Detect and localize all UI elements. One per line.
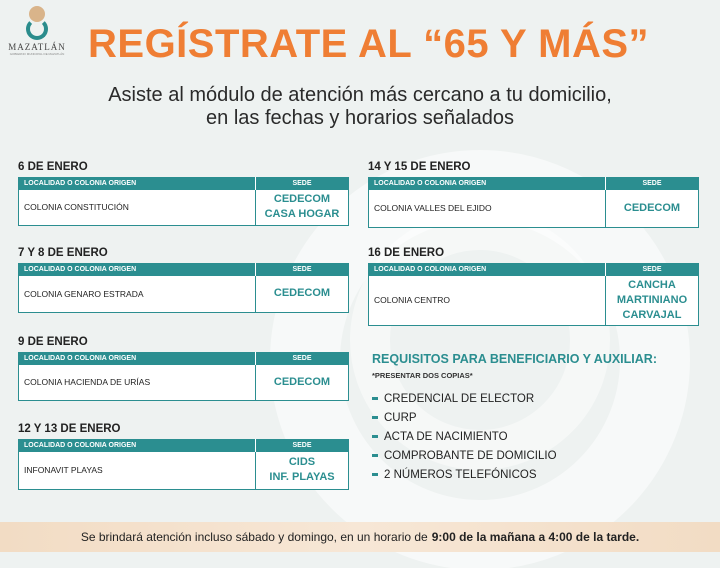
logo-tagline: GOBIERNO MUNICIPAL DE MAZATLÁN: [9, 52, 65, 56]
venue-header: SEDE: [606, 178, 699, 190]
schedule-table: [18, 439, 349, 490]
schedule-date: 12 Y 13 DE ENERO: [18, 423, 121, 435]
schedule-block: [368, 161, 699, 228]
requirement-item: CURP: [372, 408, 657, 427]
dash-icon: [372, 473, 378, 476]
requirements-list: [372, 389, 657, 484]
origin-cell: COLONIA CONSTITUCIÓN: [24, 202, 129, 213]
requirement-item: CREDENCIAL DE ELECTOR: [372, 389, 657, 408]
schedule-date: 6 DE ENERO: [18, 161, 88, 173]
dash-icon: [372, 435, 378, 438]
origin-cell: INFONAVIT PLAYAS: [24, 465, 103, 476]
mazatlan-logo: [6, 6, 68, 56]
requirements-note: *PRESENTAR DOS COPIAS*: [372, 371, 473, 380]
schedule-date: 14 Y 15 DE ENERO: [368, 161, 471, 173]
logo-name: MAZATLÁN: [8, 42, 66, 52]
venue-cell: CEDECOM: [256, 365, 349, 401]
origin-header: LOCALIDAD O COLONIA ORIGEN: [19, 264, 256, 276]
dash-icon: [372, 397, 378, 400]
origin-cell: COLONIA HACIENDA DE URÍAS: [24, 377, 151, 388]
subtitle-line-1: Asiste al módulo de atención más cercano a tu domicilio,: [108, 84, 612, 106]
venue-cell: CEDECOM CASA HOGAR: [256, 190, 349, 226]
venue-cell: CEDECOM: [606, 190, 699, 228]
schedule-table: [18, 263, 349, 313]
requirements-section: [372, 352, 657, 484]
requirements-title: REQUISITOS PARA BENEFICIARIO Y AUXILIAR:: [372, 352, 657, 366]
mazatlan-emblem-icon: [24, 6, 50, 40]
schedule-block: [18, 423, 349, 490]
venue-header: SEDE: [256, 353, 349, 365]
schedule-date: 9 DE ENERO: [18, 336, 88, 348]
origin-cell: COLONIA CENTRO: [374, 295, 451, 306]
venue-cell: CIDS INF. PLAYAS: [256, 452, 349, 490]
footer-banner: [0, 522, 720, 552]
footer-text: Se brindará atención incluso sábado y domingo, en un horario de: [80, 530, 428, 544]
schedule-table: [18, 352, 349, 401]
origin-header: LOCALIDAD O COLONIA ORIGEN: [369, 178, 606, 190]
origin-header: LOCALIDAD O COLONIA ORIGEN: [19, 178, 256, 190]
subtitle-line-2: en las fechas y horarios señalados: [206, 107, 514, 129]
requirement-item: 2 NÚMEROS TELEFÓNICOS: [372, 465, 657, 484]
venue-header: SEDE: [606, 264, 699, 276]
schedule-table: [18, 177, 349, 226]
venue-header: SEDE: [256, 440, 349, 452]
origin-header: LOCALIDAD O COLONIA ORIGEN: [369, 264, 606, 276]
origin-cell: COLONIA GENARO ESTRADA: [24, 288, 144, 299]
schedule-table: [368, 263, 699, 326]
venue-cell: CEDECOM: [256, 276, 349, 313]
venue-cell: CANCHA MARTINIANO CARVAJAL: [606, 276, 699, 326]
schedule-block: [18, 336, 349, 401]
origin-header: LOCALIDAD O COLONIA ORIGEN: [19, 440, 256, 452]
origin-header: LOCALIDAD O COLONIA ORIGEN: [19, 353, 256, 365]
venue-header: SEDE: [256, 178, 349, 190]
schedule-block: [368, 247, 699, 326]
schedule-block: [18, 161, 349, 226]
origin-cell: COLONIA VALLES DEL EJIDO: [374, 203, 492, 214]
requirement-item: ACTA DE NACIMIENTO: [372, 427, 657, 446]
venue-header: SEDE: [256, 264, 349, 276]
schedule-table: [368, 177, 699, 228]
schedule-date: 7 Y 8 DE ENERO: [18, 247, 108, 259]
dash-icon: [372, 454, 378, 457]
page-subtitle: [0, 84, 720, 130]
dash-icon: [372, 416, 378, 419]
requirement-item: COMPROBANTE DE DOMICILIO: [372, 446, 657, 465]
footer-hours: 9:00 de la mañana a 4:00 de la tarde.: [431, 530, 640, 544]
schedule-date: 16 DE ENERO: [368, 247, 445, 259]
schedule-block: [18, 247, 349, 313]
page-title: REGÍSTRATE AL “65 Y MÁS”: [88, 22, 650, 66]
